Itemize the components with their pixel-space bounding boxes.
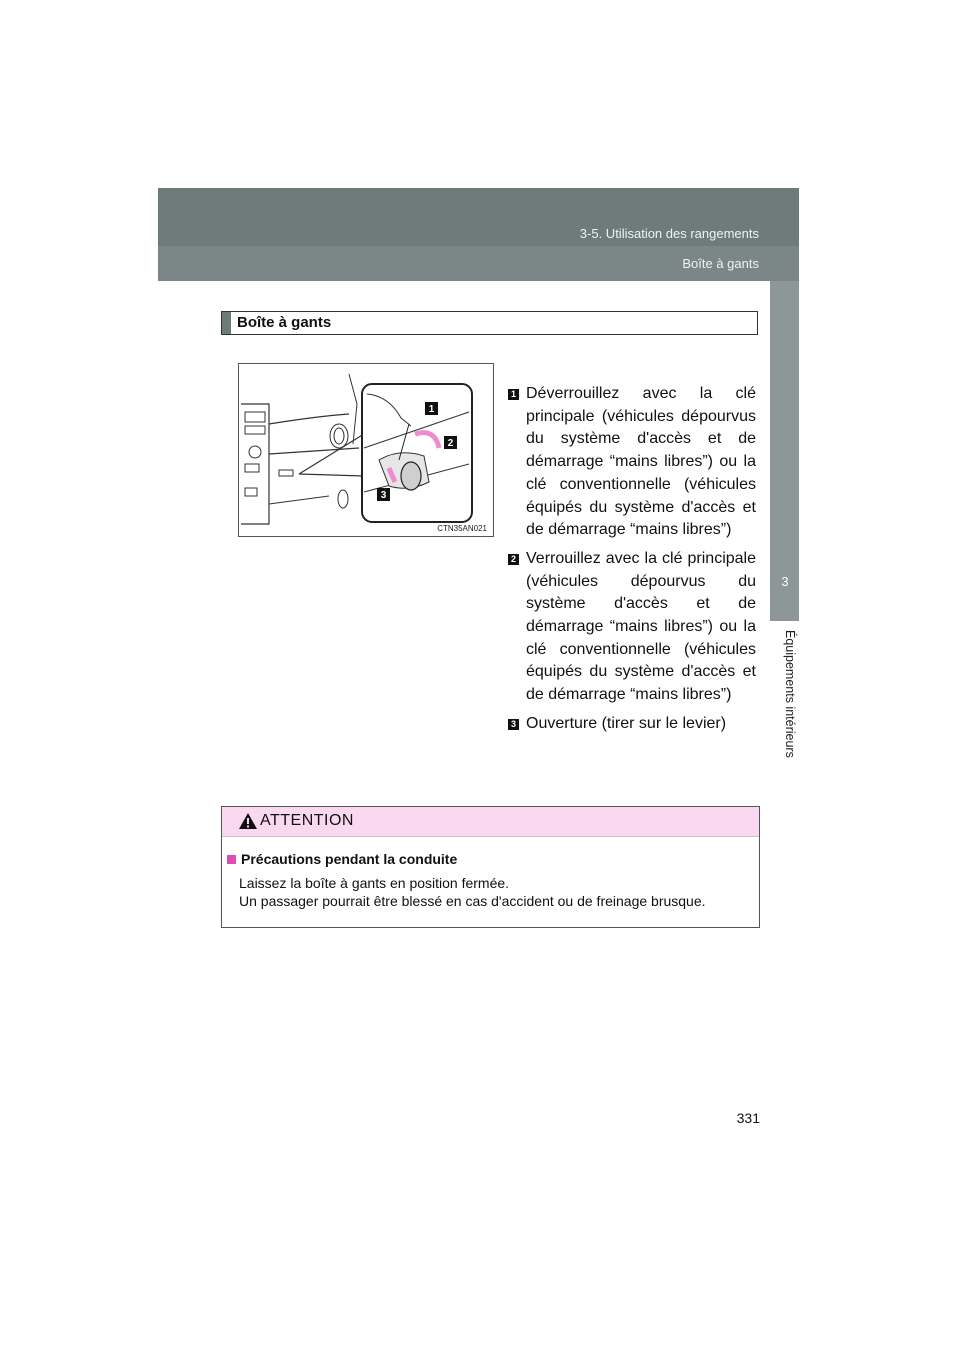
chapter-number: 3 [781, 574, 789, 589]
step-text: Ouverture (tirer sur le levier) [526, 714, 727, 732]
page-header [158, 188, 799, 281]
figure-code: CTN35AN021 [437, 524, 487, 533]
step-number: 3 [508, 719, 519, 730]
warning-heading [227, 851, 457, 867]
warning-label: ATTENTION [260, 812, 354, 829]
warning-triangle-icon [238, 812, 258, 830]
step-item [508, 713, 756, 736]
chapter-tab [770, 281, 799, 621]
warning-heading-text: Précautions pendant la conduite [241, 851, 458, 867]
chapter-label: Équipements intérieurs [783, 630, 797, 758]
page-number: 331 [736, 1110, 760, 1126]
step-text: Verrouillez avec la clé principale (véhicules dépourvus du système d'accès et de démarrage “mains libres”) ou la clé conventionnelle (véhicules équipés du système d'accès et de démarrage “mains libres”) [526, 549, 756, 704]
step-list [508, 383, 756, 742]
header-subsection-title: Boîte à gants [682, 256, 759, 271]
step-number: 1 [508, 389, 519, 400]
dashboard-drawing [239, 364, 495, 538]
header-section-title: 3-5. Utilisation des rangements [579, 226, 759, 241]
callout-2: 2 [447, 438, 454, 449]
callout-3: 3 [380, 490, 387, 501]
bullet-square-icon [227, 855, 236, 864]
step-number: 2 [508, 554, 519, 565]
title-marker [222, 312, 231, 334]
warning-box [221, 806, 760, 928]
step-item [508, 383, 756, 542]
warning-header [222, 807, 759, 837]
section-title: Boîte à gants [237, 314, 332, 331]
warning-line-2: Un passager pourrait être blessé en cas d'accident ou de freinage brusque. [239, 893, 706, 909]
section-title-bar [221, 311, 758, 335]
glovebox-illustration [238, 363, 494, 537]
step-item [508, 548, 756, 707]
step-text: Déverrouillez avec la clé principale (véhicules dépourvus du système d'accès et de démarrage “mains libres”) ou la clé conventionnelle (véhicules équipés du système d'accès et de démarrage “mains libres”) [526, 385, 756, 539]
callout-1: 1 [428, 404, 435, 415]
warning-line-1: Laissez la boîte à gants en position fermée. [239, 875, 510, 891]
